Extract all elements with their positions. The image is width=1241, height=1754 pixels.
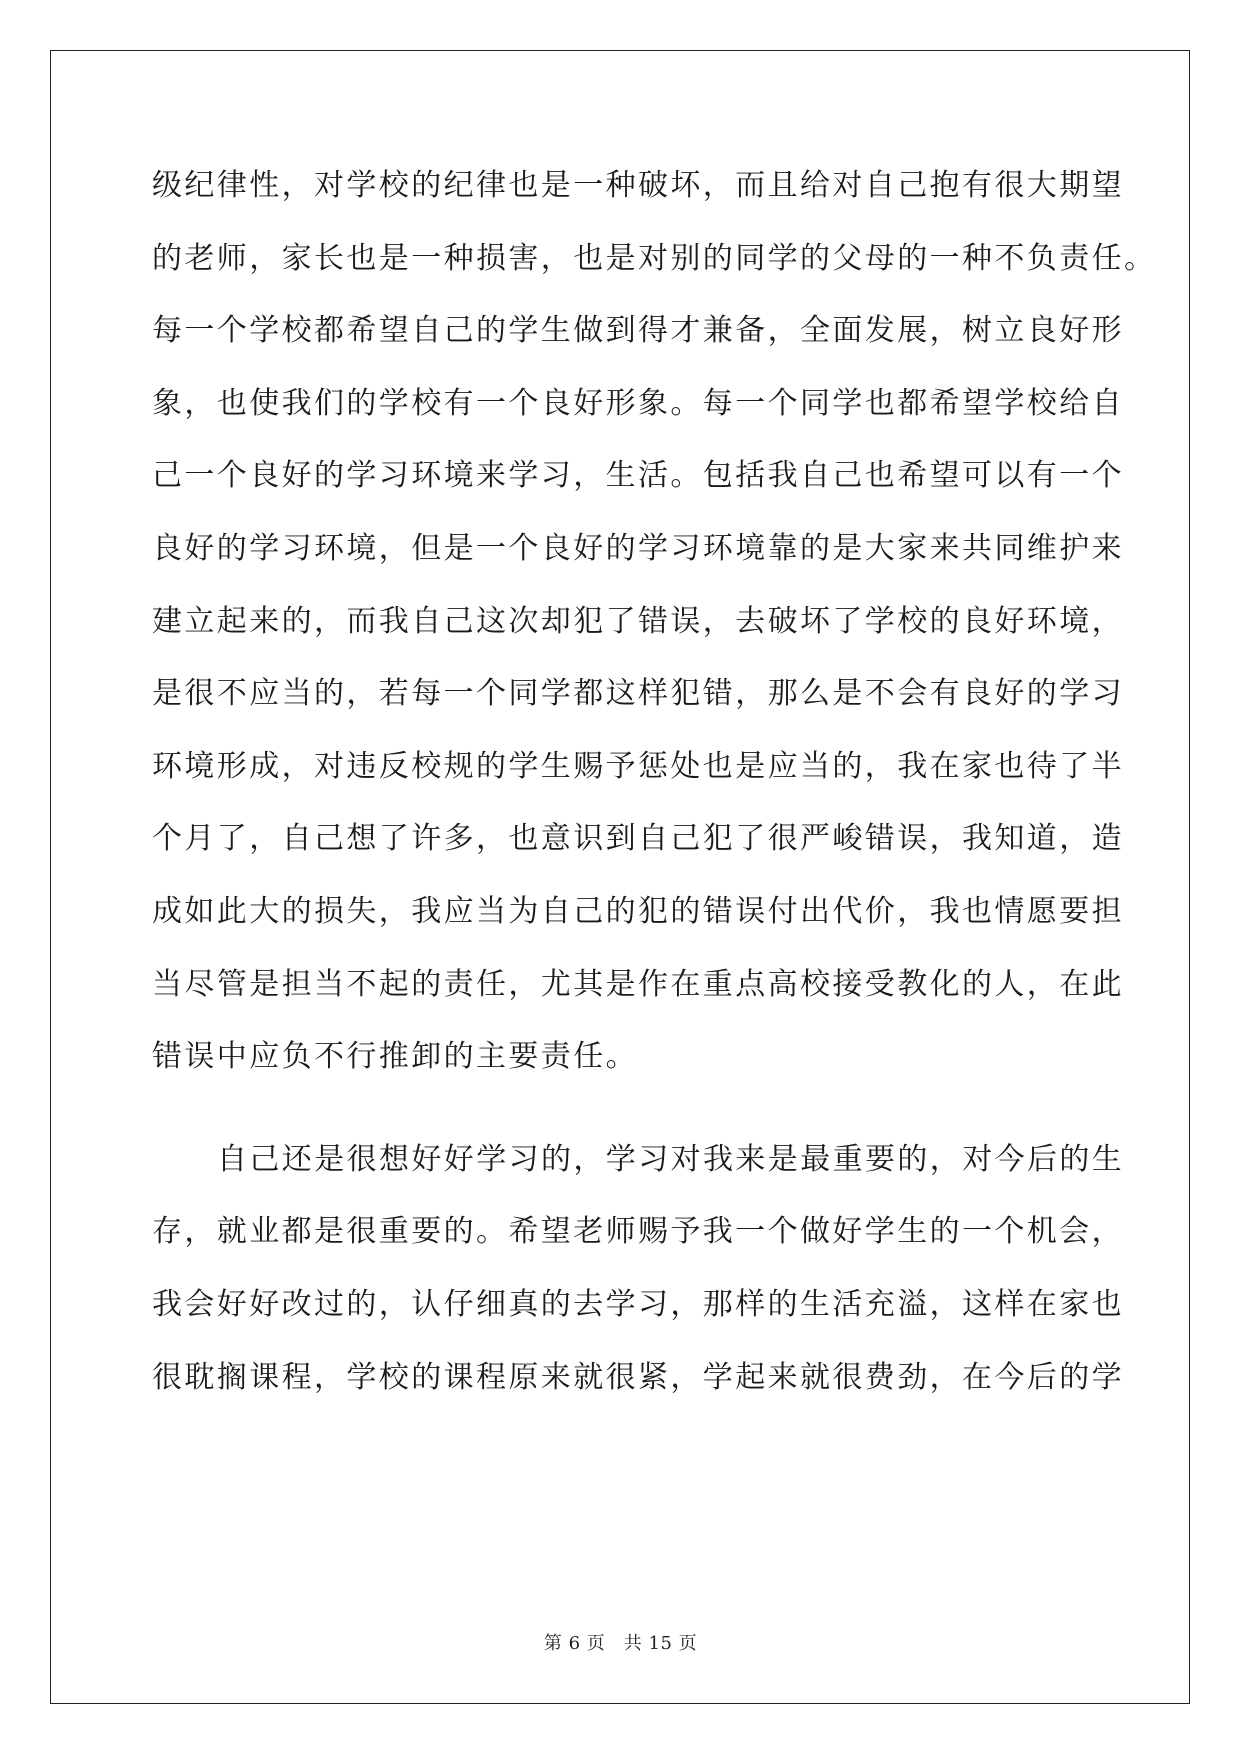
text-line: 的老师，家长也是一种损害，也是对别的同学的父母的一种不负责任。	[152, 240, 1157, 276]
text-line: 良好的学习环境，但是一个良好的学习环境靠的是大家来共同维护来	[152, 530, 1124, 566]
text-line: 成如此大的损失，我应当为自己的犯的错误付出代价，我也情愿要担	[152, 893, 1124, 929]
text-line: 是很不应当的，若每一个同学都这样犯错，那么是不会有良好的学习	[152, 676, 1124, 712]
page-number: 第 6 页 共 15 页	[543, 1633, 698, 1654]
text-line: 每一个学校都希望自己的学生做到得才兼备，全面发展，树立良好形	[152, 313, 1124, 349]
text-line: 自己还是很想好好学习的，学习对我来是最重要的，对今后的生	[217, 1141, 1125, 1177]
text-line: 存，就业都是很重要的。希望老师赐予我一个做好学生的一个机会，	[152, 1214, 1124, 1250]
text-line: 己一个良好的学习环境来学习，生活。包括我自己也希望可以有一个	[152, 458, 1124, 494]
text-line: 错误中应负不行推卸的主要责任。	[152, 1039, 638, 1075]
text-line: 级纪律性，对学校的纪律也是一种破坏，而且给对自己抱有很大期望	[152, 168, 1124, 203]
paragraph-gap	[152, 1107, 1102, 1137]
text-line: 很耽搁课程，学校的课程原来就很紧，学起来就很费劲，在今后的学	[152, 1359, 1124, 1395]
text-line: 当尽管是担当不起的责任，尤其是作在重点高校接受教化的人，在此	[152, 966, 1124, 1002]
document-body	[152, 163, 1157, 1427]
text-line: 象，也使我们的学校有一个良好形象。每一个同学也都希望学校给自	[152, 385, 1124, 421]
text-line: 建立起来的，而我自己这次却犯了错误，去破坏了学校的良好环境，	[152, 603, 1124, 639]
text-line: 我会好好改过的，认仔细真的去学习，那样的生活充溢，这样在家也	[152, 1286, 1124, 1322]
text-line: 个月了，自己想了许多，也意识到自己犯了很严峻错误，我知道，造	[152, 821, 1124, 857]
text-line: 环境形成，对违反校规的学生赐予惩处也是应当的，我在家也待了半	[152, 748, 1124, 784]
